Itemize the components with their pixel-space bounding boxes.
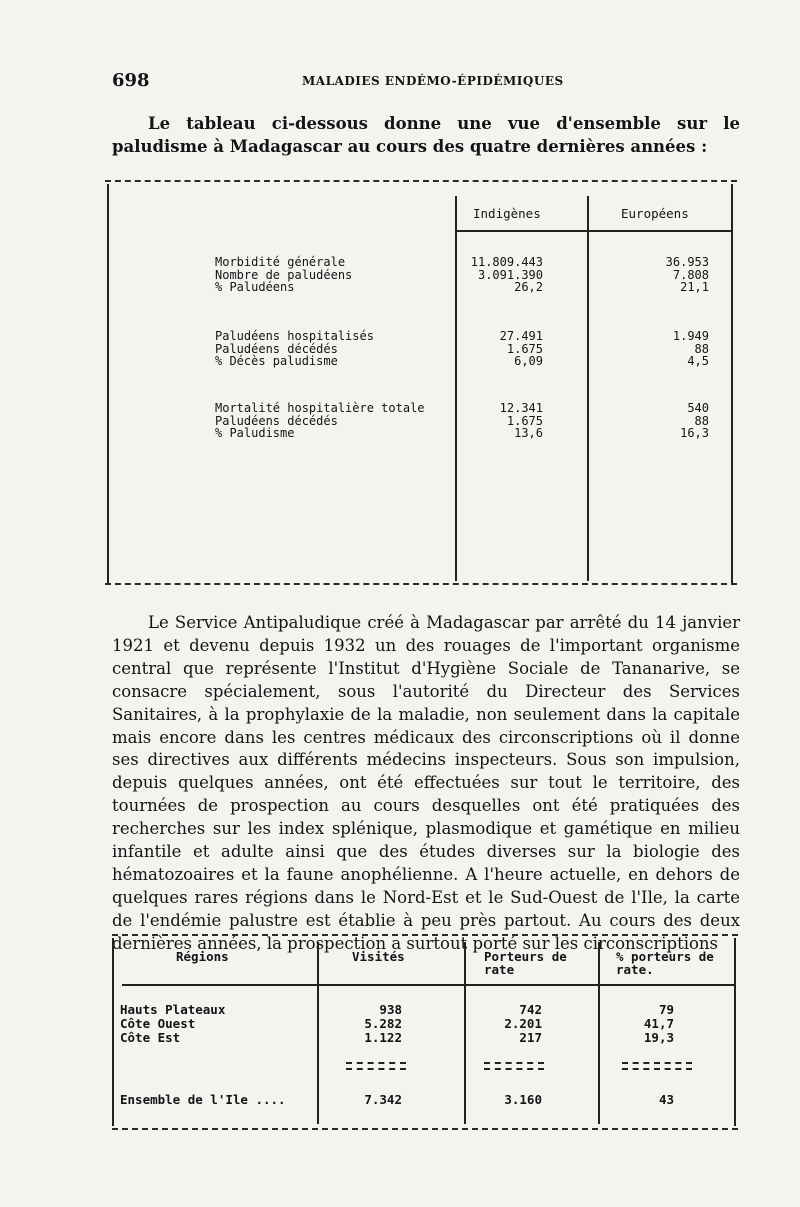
sum-rule: [484, 1062, 544, 1070]
row-label: Paludéens décédés: [215, 341, 338, 356]
europeens-value: 88: [694, 341, 709, 356]
table-row: [105, 256, 737, 269]
page-number: 698: [112, 70, 150, 91]
indigenes-value: 13,6: [514, 426, 543, 440]
table-group-mortality: [105, 402, 737, 440]
table-row: [105, 427, 737, 440]
table-row: [105, 281, 737, 294]
column-divider: [587, 196, 589, 581]
row-label: % Paludéens: [215, 280, 295, 294]
porteurs-cell: 217: [519, 1030, 542, 1045]
europeens-value: 21,1: [680, 280, 709, 294]
indigenes-value: 3.091.390: [477, 267, 543, 282]
europeens-value: 16,3: [680, 426, 709, 440]
column-header-pct-porteurs: % porteurs de rate.: [616, 949, 714, 977]
table-row: [105, 269, 737, 282]
table-row: [105, 415, 737, 428]
table-border-left: [112, 938, 114, 1126]
row-label: Paludéens décédés: [215, 413, 338, 428]
table-border-right: [731, 184, 733, 583]
header-rule: [455, 230, 733, 232]
table-group-hospitalised: [105, 330, 737, 368]
visites-cell: 1.122: [364, 1030, 402, 1045]
column-header-visites: Visités: [352, 949, 405, 964]
table-bottom-rule: [105, 583, 737, 585]
europeens-value: 4,5: [687, 354, 709, 368]
total-region-cell: Ensemble de l'Ile ....: [120, 1092, 286, 1107]
total-pct-cell: 43: [658, 1092, 674, 1107]
table-row: [105, 402, 737, 415]
column-divider: [598, 942, 600, 1124]
body-paragraph: Le Service Antipaludique créé à Madagascar par arrêté du 14 janvier 1921 et devenu depuis 1932 un des rouages de l'important organisme central que représente l'Institut d'Hygiène Sociale de Tananarive, se consacre spécialement, sous l'autorité du Directeur des Services Sanitaires, à la prophylaxie de la maladie, non seulement dans la capitale mais encore dans les centres médicaux des circonscriptions où il donne ses directives aux différents médecins inspecteurs. Sous son impulsion, depuis quelques années, ont été effectuées sur tout le territoire, des tournées de prospection au cours desquelles ont été pratiquées des recherches sur les index splénique, plasmodique et gamétique en milieu infantile et adulte ainsi que des études diverses sur la biologie des hématozoaires et la faune anophélienne. A l'heure actuelle, en dehors de quelques rares régions dans le Nord-Est et le Sud-Ouest de l'Ile, la carte de l'endémie palustre est établie à peu près partout. Au cours des deux dernières années, la prospection a surtout porté sur les circonscriptions: [112, 613, 740, 953]
table-top-rule: [112, 934, 738, 936]
region-cell: Côte Ouest: [120, 1016, 196, 1031]
row-label: % Décès paludisme: [215, 354, 338, 368]
indigenes-value: 27.491: [499, 329, 543, 343]
header-rule: [122, 984, 734, 986]
total-visites-cell: 7.342: [364, 1092, 402, 1107]
running-title: MALADIES ENDÉMO-ÉPIDÉMIQUES: [302, 74, 564, 88]
indigenes-value: 26,2: [514, 280, 543, 294]
intro-paragraph: Le tableau ci-dessous donne une vue d'ensemble sur le paludisme à Madagascar au cours des quatre dernières années :: [112, 114, 740, 156]
indigenes-value: 11.809.443: [470, 255, 543, 269]
porteurs-cell: 742: [519, 1002, 542, 1017]
row-label: Mortalité hospitalière totale: [215, 401, 425, 415]
visites-cell: 5.282: [364, 1016, 402, 1031]
page-header: [112, 70, 732, 96]
indigenes-value: 1.675: [506, 341, 543, 356]
column-header-regions: Régions: [176, 949, 229, 964]
table-group-morbidity: [105, 256, 737, 294]
column-header-indigenes: Indigènes: [473, 206, 541, 221]
europeens-value: 36.953: [665, 255, 709, 269]
indigenes-value: 6,09: [514, 354, 543, 368]
sum-rule: [346, 1062, 406, 1070]
table-top-rule: [105, 180, 737, 182]
malaria-overview-table: [105, 180, 737, 585]
table-row: [105, 330, 737, 343]
table-border-left: [107, 184, 109, 583]
pct-porteurs-cell: 79: [658, 1002, 674, 1017]
row-label: Morbidité générale: [215, 255, 346, 269]
indigenes-value: 1.675: [506, 413, 543, 428]
indigenes-value: 12.341: [499, 401, 543, 415]
row-label: Paludéens hospitalisés: [215, 329, 374, 343]
column-divider: [464, 942, 466, 1124]
total-porteurs-cell: 3.160: [504, 1092, 542, 1107]
table-row: [105, 355, 737, 368]
column-header-porteurs: Porteurs de rate: [484, 949, 567, 977]
pct-porteurs-cell: 19,3: [643, 1030, 674, 1045]
europeens-value: 540: [687, 401, 709, 415]
europeens-value: 7.808: [672, 267, 709, 282]
region-cell: Hauts Plateaux: [120, 1002, 226, 1017]
region-cell: Côte Est: [120, 1030, 181, 1045]
pct-porteurs-cell: 41,7: [643, 1016, 674, 1031]
europeens-value: 88: [694, 413, 709, 428]
table-row: [105, 343, 737, 356]
sum-rule: [622, 1062, 692, 1070]
visites-cell: 938: [379, 1002, 402, 1017]
row-label: Nombre de paludéens: [215, 267, 353, 282]
porteurs-cell: 2.201: [504, 1016, 542, 1031]
table-border-right: [734, 938, 736, 1126]
europeens-value: 1.949: [672, 329, 709, 343]
row-label: % Paludisme: [215, 426, 295, 440]
spleen-index-table: [112, 934, 738, 1130]
column-divider: [317, 942, 319, 1124]
column-divider: [455, 196, 457, 581]
table-bottom-rule: [112, 1128, 738, 1130]
column-header-europeens: Européens: [621, 206, 689, 221]
